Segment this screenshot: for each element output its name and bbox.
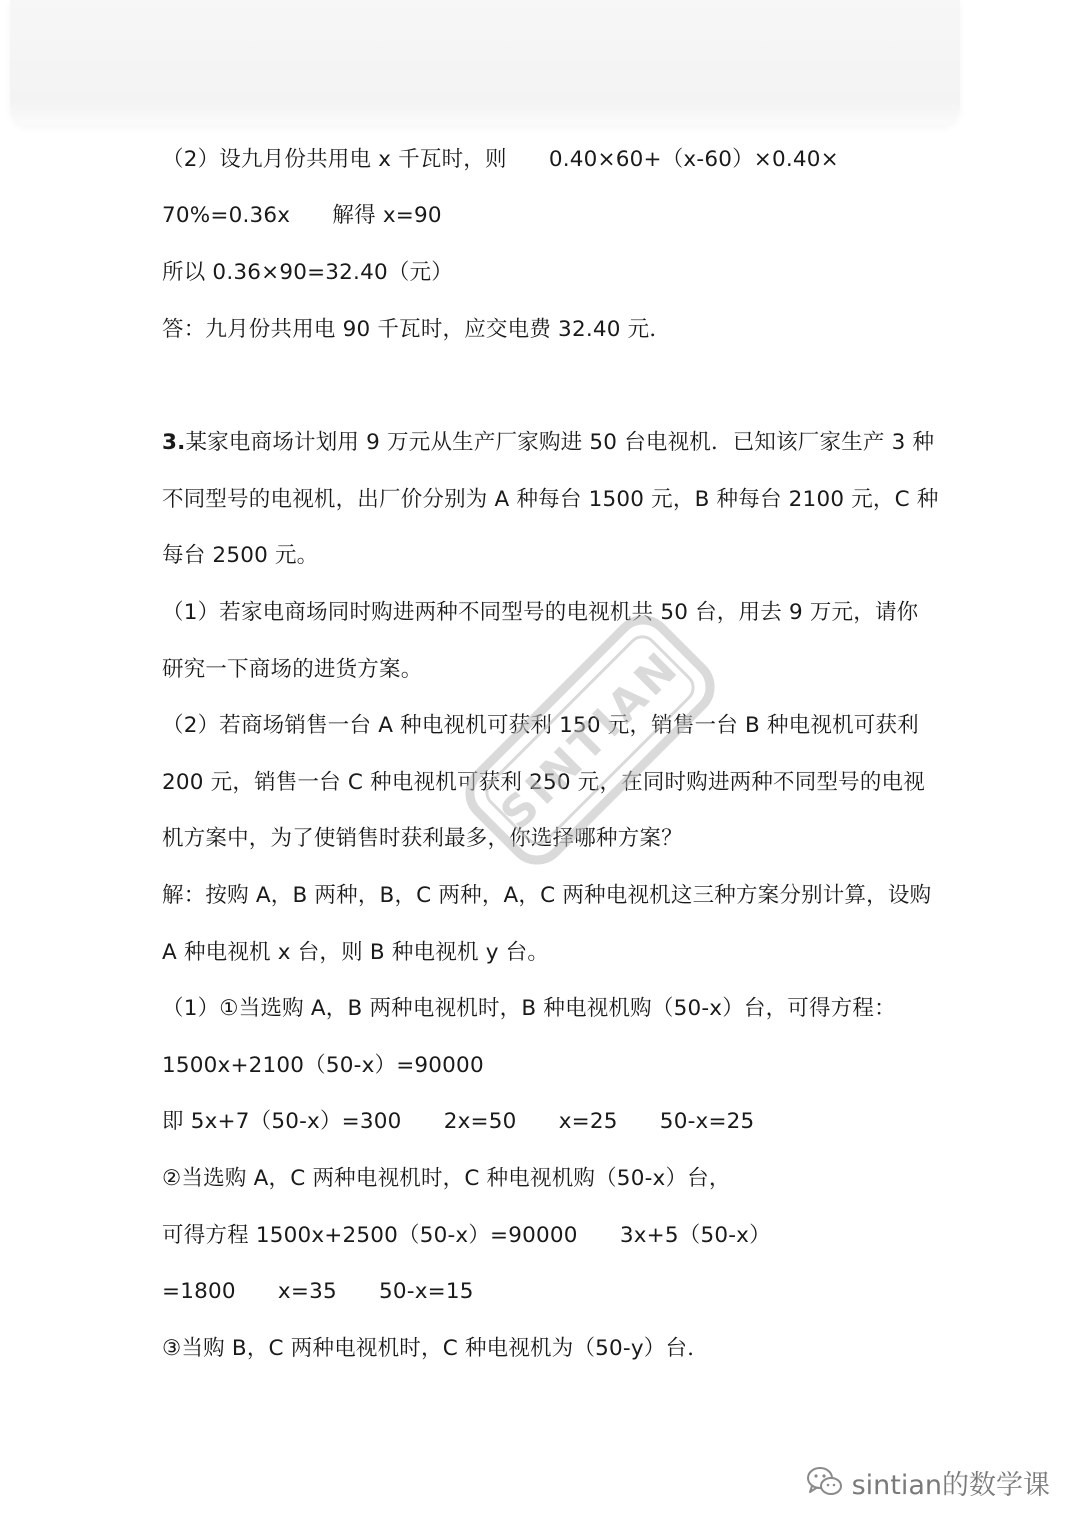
text-line: 每台 2500 元。: [162, 543, 319, 568]
text-line: 答：九月份共用电 90 千瓦时，应交电费 32.40 元．: [162, 317, 672, 342]
text-line: （1）若家电商场同时购进两种不同型号的电视机共 50 台，用去 9 万元，请你: [162, 600, 919, 625]
footer-brand-text: sintian的数学课: [851, 1469, 1050, 1501]
text-line: 200 元，销售一台 C 种电视机可获利 250 元，在同时购进两种不同型号的电视: [162, 770, 925, 795]
text-line: 所以 0.36×90=32.40（元）: [162, 260, 453, 285]
top-banner-area: [10, 0, 960, 125]
text-line: 研究一下商场的进货方案。: [162, 657, 423, 682]
problem-number: 3.: [162, 430, 186, 455]
text-line: 解：按购 A，B 两种，B，C 两种，A，C 两种电视机这三种方案分别计算，设购: [162, 883, 932, 908]
text-line: 不同型号的电视机，出厂价分别为 A 种每台 1500 元，B 种每台 2100 元，C 种: [162, 487, 939, 512]
text-line: =1800 x=35 50-x=15: [162, 1279, 474, 1304]
text-line: ②当选购 A，C 两种电视机时，C 种电视机购（50-x）台，: [162, 1166, 731, 1191]
footer-brand: [806, 1462, 1050, 1502]
text-line: ③当购 B，C 两种电视机时，C 种电视机为（50-y）台．: [162, 1336, 709, 1361]
text-line: 机方案中，为了使销售时获利最多，你选择哪种方案？: [162, 826, 683, 851]
text-line: （1）①当选购 A，B 两种电视机时，B 种电视机购（50-x）台，可得方程：: [162, 996, 896, 1021]
problem-heading: [162, 428, 934, 458]
text-line: 即 5x+7（50-x）=300 2x=50 x=25 50-x=25: [162, 1109, 755, 1134]
text-line: 70%=0.36x 解得 x=90: [162, 203, 442, 228]
text-line: 1500x+2100（50-x）=90000: [162, 1053, 484, 1078]
text-line: 可得方程 1500x+2500（50-x）=90000 3x+5（50-x）: [162, 1223, 771, 1248]
watermark-text: SINTIAN: [490, 640, 690, 840]
text-line: （2）若商场销售一台 A 种电视机可获利 150 元，销售一台 B 种电视机可获利: [162, 713, 919, 738]
text-line: A 种电视机 x 台，则 B 种电视机 y 台。: [162, 940, 550, 965]
text-line: （2）设九月份共用电 x 千瓦时，则 0.40×60+（x-60）×0.40×: [162, 147, 839, 172]
text-line: 某家电商场计划用 9 万元从生产厂家购进 50 台电视机．已知该厂家生产 3 种: [185, 430, 935, 455]
wechat-icon: [806, 1466, 844, 1498]
